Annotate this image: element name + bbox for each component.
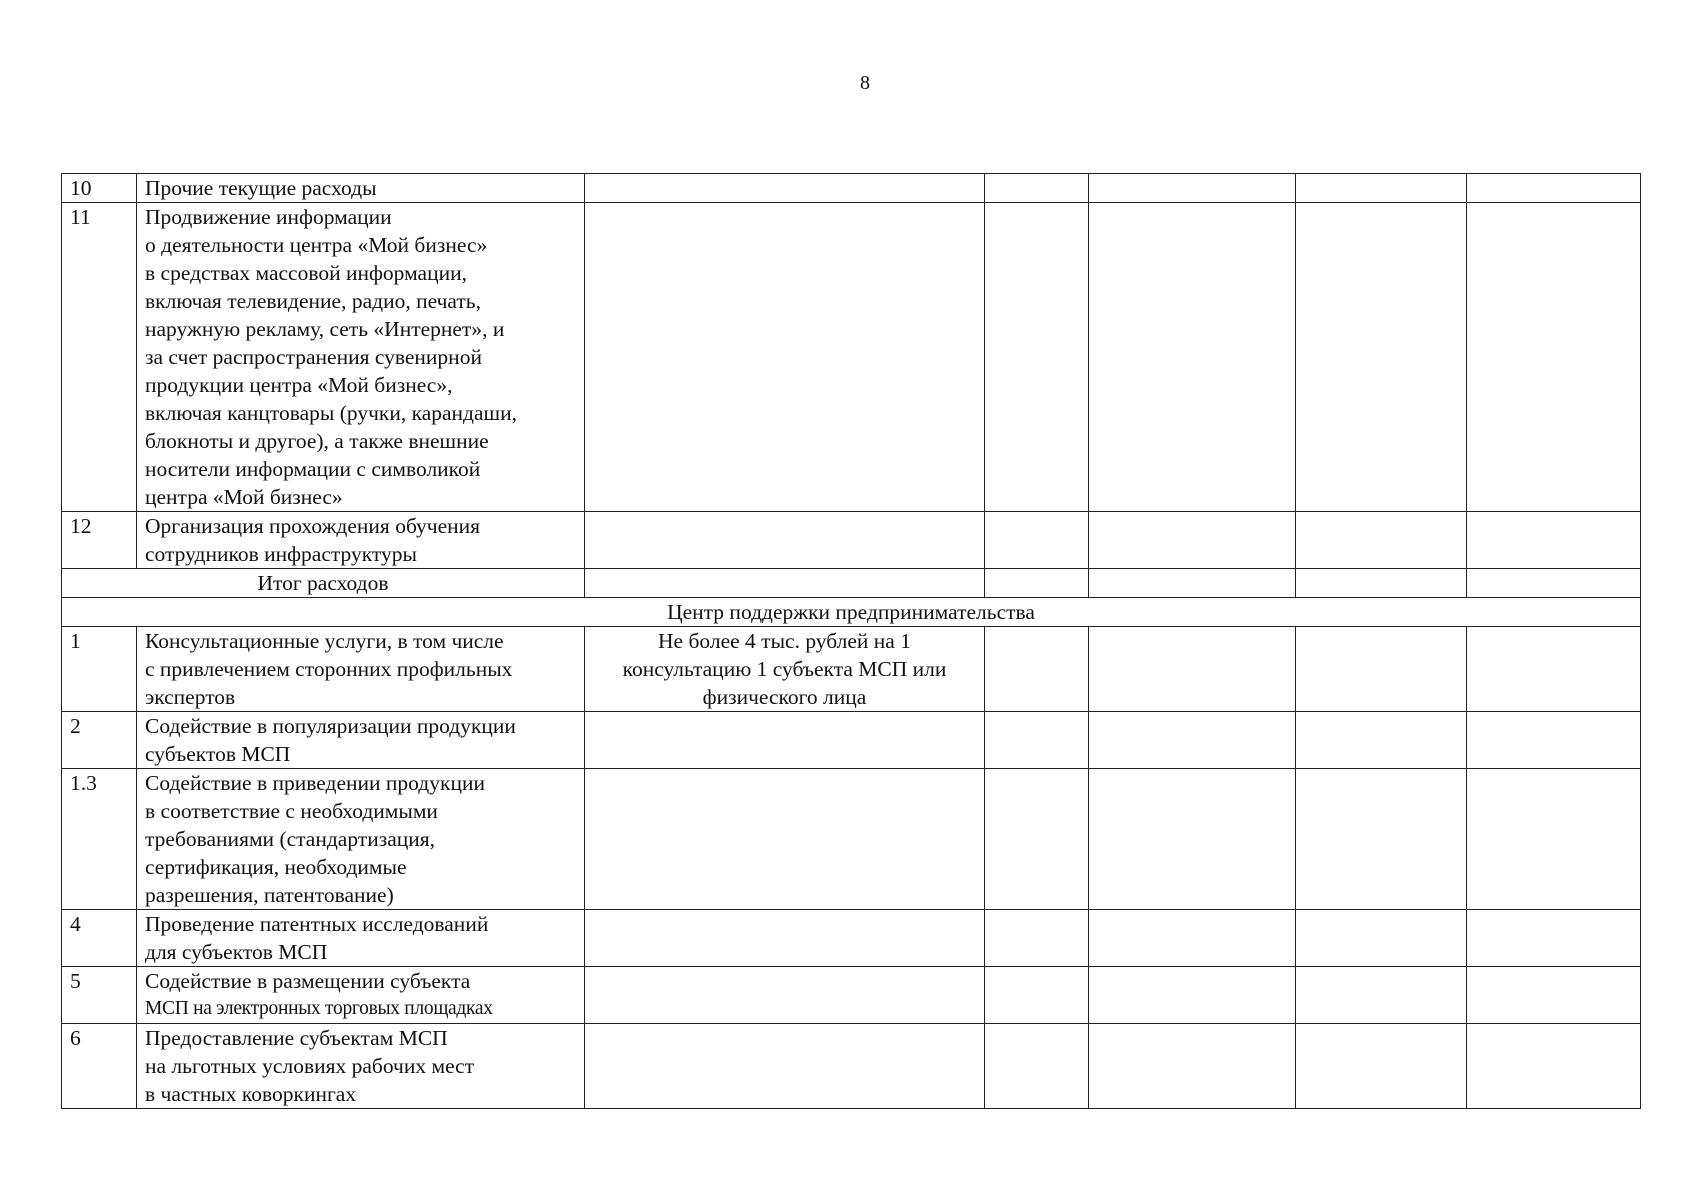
description-line: центра «Мой бизнес»: [145, 485, 343, 509]
description-line: носители информации с символикой: [145, 457, 481, 481]
empty-cell: [985, 712, 1089, 769]
description-line: за счет распространения сувенирной: [145, 345, 482, 369]
row-description: [137, 512, 585, 569]
description-line: сотрудников инфраструктуры: [145, 542, 417, 566]
row-number: 11: [62, 203, 137, 512]
empty-cell: [1296, 627, 1467, 712]
section-header-row: [62, 598, 1641, 627]
table-row: [62, 967, 1641, 1024]
description-line: Организация прохождения обучения: [145, 514, 481, 538]
description-line: с привлечением сторонних профильных: [145, 657, 513, 681]
row-number: 5: [62, 967, 137, 1024]
page-number: 8: [860, 72, 870, 94]
empty-cell: [1467, 174, 1641, 203]
row-number: 10: [62, 174, 137, 203]
description-line: в частных коворкингах: [145, 1082, 357, 1106]
table-row: [62, 769, 1641, 910]
norm-line: Не более 4 тыс. рублей на 1: [658, 629, 911, 653]
description-line: Проведение патентных исследований: [145, 912, 489, 936]
empty-cell: [1089, 512, 1296, 569]
table-row: [62, 627, 1641, 712]
description-line: блокноты и другое), а также внешние: [145, 429, 489, 453]
empty-cell: [1089, 910, 1296, 967]
empty-cell: [585, 769, 985, 910]
empty-cell: [585, 967, 985, 1024]
empty-cell: [1467, 627, 1641, 712]
empty-cell: [585, 512, 985, 569]
row-description: [137, 203, 585, 512]
description-line: о деятельности центра «Мой бизнес»: [145, 233, 488, 257]
empty-cell: [1089, 967, 1296, 1024]
norm-line: консультацию 1 субъекта МСП или: [622, 657, 947, 681]
empty-cell: [985, 627, 1089, 712]
table-row: [62, 712, 1641, 769]
description-line: для субъектов МСП: [145, 940, 328, 964]
section-title: Центр поддержки предпринимательства: [62, 598, 1641, 627]
empty-cell: [585, 174, 985, 203]
empty-cell: [1296, 569, 1467, 598]
empty-cell: [1467, 769, 1641, 910]
empty-cell: [1467, 910, 1641, 967]
empty-cell: [985, 569, 1089, 598]
empty-cell: [1296, 1024, 1467, 1109]
table-row: [62, 203, 1641, 512]
empty-cell: [1296, 712, 1467, 769]
empty-cell: [1467, 967, 1641, 1024]
row-number: 2: [62, 712, 137, 769]
empty-cell: [585, 1024, 985, 1109]
total-row: [62, 569, 1641, 598]
empty-cell: [985, 512, 1089, 569]
empty-cell: [1089, 569, 1296, 598]
description-line: экспертов: [145, 685, 236, 709]
description-line: включая телевидение, радио, печать,: [145, 289, 481, 313]
empty-cell: [1089, 769, 1296, 910]
empty-cell: [985, 967, 1089, 1024]
row-number: 4: [62, 910, 137, 967]
norm-line: физического лица: [702, 685, 867, 709]
table-row: [62, 174, 1641, 203]
description-line: Содействие в приведении продукции: [145, 771, 485, 795]
description-line: Содействие в размещении субъекта: [145, 969, 471, 993]
empty-cell: [1296, 769, 1467, 910]
description-line: субъектов МСП: [145, 742, 291, 766]
empty-cell: [1089, 203, 1296, 512]
empty-cell: [1296, 910, 1467, 967]
cost-norm-cell: [585, 627, 985, 712]
row-description: [137, 174, 585, 203]
description-line: Содействие в популяризации продукции: [145, 714, 516, 738]
empty-cell: [585, 910, 985, 967]
row-description: [137, 769, 585, 910]
empty-cell: [1089, 627, 1296, 712]
empty-cell: [985, 1024, 1089, 1109]
description-line: МСП на электронных торговых площадках: [145, 998, 493, 1019]
description-line: сертификация, необходимые: [145, 855, 407, 879]
empty-cell: [585, 203, 985, 512]
empty-cell: [985, 203, 1089, 512]
row-description: [137, 1024, 585, 1109]
row-description: [137, 910, 585, 967]
empty-cell: [1089, 1024, 1296, 1109]
empty-cell: [585, 569, 985, 598]
empty-cell: [985, 174, 1089, 203]
description-line: Консультационные услуги, в том числе: [145, 629, 504, 653]
empty-cell: [1467, 569, 1641, 598]
description-line: наружную рекламу, сеть «Интернет», и: [145, 317, 505, 341]
empty-cell: [1296, 203, 1467, 512]
description-line: в соответствие с необходимыми: [145, 799, 438, 823]
row-number: 1: [62, 627, 137, 712]
empty-cell: [1467, 712, 1641, 769]
description-line: Продвижение информации: [145, 205, 392, 229]
empty-cell: [1296, 174, 1467, 203]
total-label: Итог расходов: [62, 569, 585, 598]
row-number: 6: [62, 1024, 137, 1109]
expense-table: [61, 173, 1641, 1109]
empty-cell: [1467, 203, 1641, 512]
table-row: [62, 1024, 1641, 1109]
description-line: продукции центра «Мой бизнес»,: [145, 373, 453, 397]
empty-cell: [985, 910, 1089, 967]
row-description: [137, 712, 585, 769]
table-row: [62, 910, 1641, 967]
empty-cell: [1467, 512, 1641, 569]
description-line: разрешения, патентование): [145, 883, 394, 907]
empty-cell: [1296, 512, 1467, 569]
description-line: Прочие текущие расходы: [145, 176, 377, 200]
description-line: требованиями (стандартизация,: [145, 827, 436, 851]
description-line: включая канцтовары (ручки, карандаши,: [145, 401, 517, 425]
empty-cell: [1089, 712, 1296, 769]
empty-cell: [985, 769, 1089, 910]
description-line: в средствах массовой информации,: [145, 261, 467, 285]
row-number: 12: [62, 512, 137, 569]
empty-cell: [585, 712, 985, 769]
row-description: [137, 967, 585, 1024]
row-description: [137, 627, 585, 712]
empty-cell: [1296, 967, 1467, 1024]
table-row: [62, 512, 1641, 569]
empty-cell: [1467, 1024, 1641, 1109]
description-line: на льготных условиях рабочих мест: [145, 1054, 475, 1078]
row-number: 1.3: [62, 769, 137, 910]
empty-cell: [1089, 174, 1296, 203]
description-line: Предоставление субъектам МСП: [145, 1026, 448, 1050]
